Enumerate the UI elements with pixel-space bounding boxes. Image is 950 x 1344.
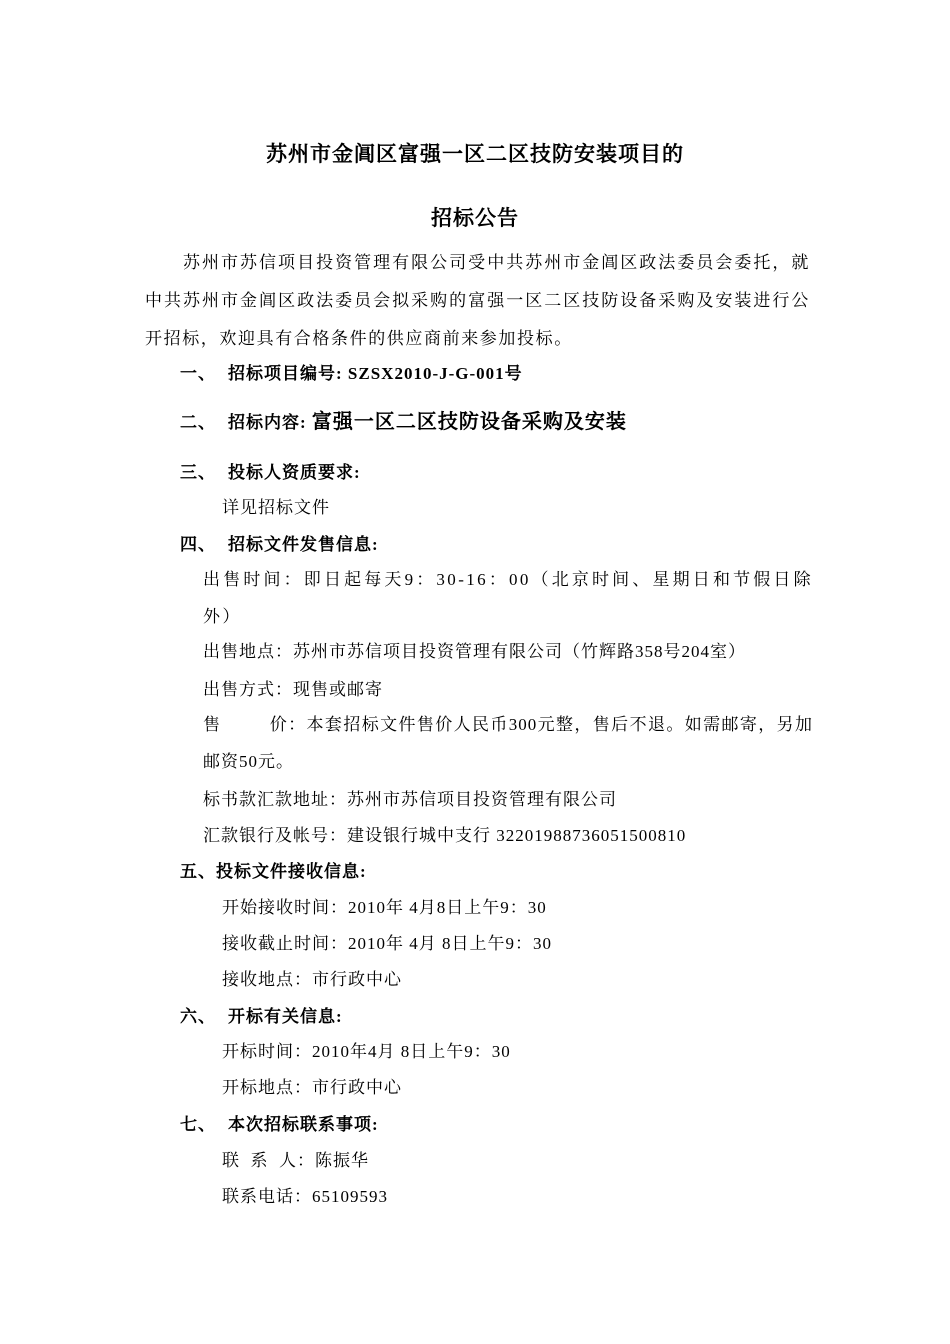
contact-phone: 联系电话：65109593	[222, 1187, 388, 1206]
section-6-label: 开标有关信息:	[228, 1007, 343, 1026]
receive-start-time: 开始接收时间：2010年 4月8日上午9：30	[222, 898, 547, 917]
bank-account: 汇款银行及帐号：建设银行城中支行 32201988736051500810	[203, 826, 687, 845]
section-2-number: 二、	[180, 413, 216, 432]
section-2-heading	[180, 410, 627, 435]
section-1-value: SZSX2010-J-G-001号	[347, 364, 523, 383]
price-text: 本套招标文件售价人民币300元整，售后不退。如需邮寄，另加邮资50元。	[203, 715, 814, 771]
section-6-heading	[180, 1005, 343, 1029]
section-1-label: 招标项目编号:	[228, 364, 343, 383]
section-4-label: 招标文件发售信息:	[228, 535, 379, 554]
section-5-heading: 五、投标文件接收信息:	[180, 862, 367, 881]
section-6-number: 六、	[180, 1007, 216, 1026]
section-2-label: 招标内容:	[228, 413, 307, 432]
section-2-value: 富强一区二区技防设备采购及安装	[311, 411, 627, 433]
receive-place: 接收地点：市行政中心	[222, 970, 402, 989]
section-4-number: 四、	[180, 535, 216, 554]
section-1-number: 一、	[180, 364, 216, 383]
price-label-b: 价：	[269, 715, 307, 734]
section-3-heading	[180, 461, 361, 485]
opening-time: 开标时间：2010年4月 8日上午9：30	[222, 1042, 511, 1061]
section-3-detail: 详见招标文件	[222, 498, 330, 517]
contact-person: 联 系 人：陈振华	[222, 1151, 369, 1170]
sale-place: 出售地点：苏州市苏信项目投资管理有限公司（竹辉路358号204室）	[203, 642, 746, 661]
section-7-heading	[180, 1113, 379, 1137]
section-7-number: 七、	[180, 1115, 216, 1134]
sale-time: 出售时间：即日起每天9：30-16：00（北京时间、星期日和节假日除外）	[203, 570, 813, 626]
remit-address: 标书款汇款地址：苏州市苏信项目投资管理有限公司	[203, 790, 617, 809]
price-label-a: 售	[203, 715, 222, 734]
document-title-line2: 招标公告	[431, 206, 519, 230]
document-title-line1: 苏州市金阊区富强一区二区技防安装项目的	[266, 142, 684, 166]
sale-price	[203, 706, 813, 780]
receive-end-time: 接收截止时间：2010年 4月 8日上午9：30	[222, 934, 552, 953]
intro-paragraph: 苏州市苏信项目投资管理有限公司受中共苏州市金阊区政法委员会委托，就中共苏州市金阊区政法委员会拟采购的富强一区二区技防设备采购及安装进行公开招标，欢迎具有合格条件的供应商前来参加投标。	[145, 253, 810, 348]
section-7-label: 本次招标联系事项:	[228, 1115, 379, 1134]
sale-method: 出售方式：现售或邮寄	[203, 680, 383, 699]
section-1-heading	[180, 362, 523, 386]
section-3-number: 三、	[180, 463, 216, 482]
opening-place: 开标地点：市行政中心	[222, 1078, 402, 1097]
section-3-label: 投标人资质要求:	[228, 463, 361, 482]
section-4-heading	[180, 533, 379, 557]
